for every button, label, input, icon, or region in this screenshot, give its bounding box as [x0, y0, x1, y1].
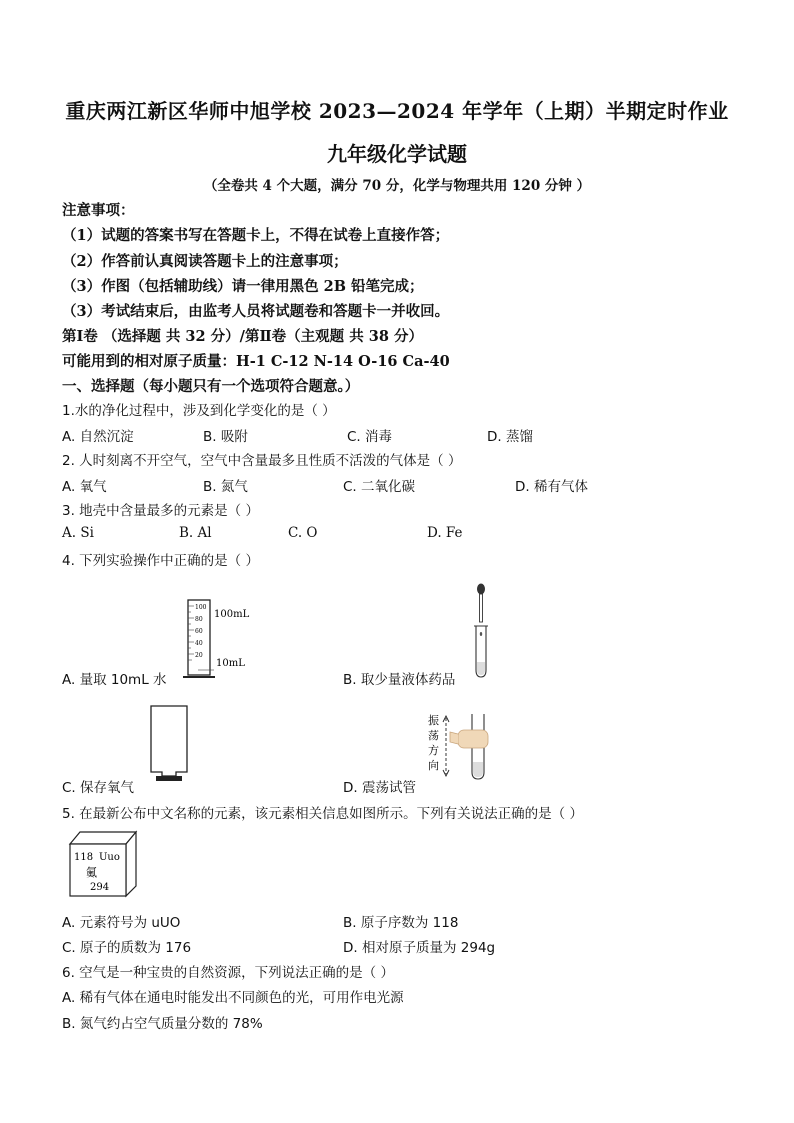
- question-stem: 3. 地壳中含量最多的元素是（ ）: [62, 503, 259, 519]
- option-a: A. Si: [62, 525, 94, 541]
- graduated-cylinder-icon: [180, 596, 260, 682]
- cylinder-top-label: 100mL: [214, 609, 250, 620]
- element-name: 鿫: [86, 866, 97, 879]
- cylinder-tick-label: 80: [195, 616, 203, 623]
- option-c: C. 原子的质数为 176: [62, 940, 192, 956]
- shake-label-char: 荡: [428, 729, 439, 742]
- shake-label-char: 方: [428, 744, 439, 757]
- option-c: C. 消毒: [347, 429, 393, 445]
- element-cube-icon: [64, 828, 140, 898]
- exam-title: 重庆两江新区华师中旭学校 2023—2024 年学年（上期）半期定时作业: [65, 99, 729, 123]
- note-item: （2）作答前认真阅读答题卡上的注意事项；: [62, 253, 348, 270]
- option-a: A. 稀有气体在通电时能发出不同颜色的光，可用作电光源: [62, 990, 404, 1006]
- exam-subtitle: 九年级化学试题: [327, 142, 467, 166]
- cylinder-bottom-label: 10mL: [216, 658, 245, 669]
- option-b: B. 氮气约占空气质量分数的 78%: [62, 1016, 263, 1032]
- shake-test-tube-icon: [428, 712, 498, 782]
- shake-label-char: 向: [428, 759, 439, 772]
- gas-bottle-icon: [146, 704, 192, 784]
- option-b: B. 吸附: [203, 429, 248, 445]
- question-stem: 4. 下列实验操作中正确的是（ ）: [62, 553, 259, 569]
- atomic-masses: 可能用到的相对原子质量：H-1 C-12 N-14 O-16 Ca-40: [62, 353, 450, 370]
- shake-label-char: 振: [428, 714, 439, 727]
- dropper-test-tube-icon: [470, 582, 494, 680]
- option-d: D. 稀有气体: [515, 479, 588, 495]
- option-a: A. 自然沉淀: [62, 429, 134, 445]
- exam-info: （全卷共 4 个大题，满分 70 分，化学与物理共用 120 分钟 ）: [203, 178, 591, 194]
- option-a: A. 元素符号为 uUO: [62, 915, 181, 931]
- cylinder-tick-label: 60: [195, 628, 203, 635]
- option-b: B. Al: [179, 525, 212, 541]
- question-stem: 1.水的净化过程中，涉及到化学变化的是（ ）: [62, 403, 336, 419]
- option-d: D. 蒸馏: [487, 429, 533, 445]
- question-stem: 5. 在最新公布中文名称的元素，该元素相关信息如图所示。下列有关说法正确的是（ ）: [62, 806, 583, 822]
- volume-info: 第Ⅰ卷 （选择题 共 32 分）/第Ⅱ卷（主观题 共 38 分）: [62, 328, 423, 345]
- option-d: D. Fe: [427, 525, 463, 541]
- option-c: C. 二氧化碳: [343, 479, 416, 495]
- option-d: D. 震荡试管: [343, 780, 416, 796]
- option-a: A. 氧气: [62, 479, 107, 495]
- cylinder-tick-label: 100: [195, 604, 207, 611]
- option-b: B. 氮气: [203, 479, 248, 495]
- note-item: （1）试题的答案书写在答题卡上，不得在试卷上直接作答；: [62, 227, 450, 244]
- element-mass: 294: [90, 882, 110, 893]
- element-symbol: Uuo: [99, 852, 120, 863]
- note-item: （3）考试结束后，由监考人员将试题卷和答题卡一并收回。: [62, 303, 450, 320]
- cylinder-tick-label: 20: [195, 652, 203, 659]
- question-stem: 6. 空气是一种宝贵的自然资源，下列说法正确的是（ ）: [62, 965, 394, 981]
- cylinder-tick-label: 40: [195, 640, 203, 647]
- note-item: （3）作图（包括辅助线）请一律用黑色 2B 铅笔完成；: [62, 278, 424, 295]
- option-c: C. O: [288, 525, 318, 541]
- option-d: D. 相对原子质量为 294g: [343, 940, 496, 956]
- option-c: C. 保存氧气: [62, 780, 135, 796]
- section-heading: 一、选择题（每小题只有一个选项符合题意。）: [62, 378, 360, 395]
- notes-heading: 注意事项：: [62, 202, 135, 219]
- option-b: B. 取少量液体药品: [343, 672, 456, 688]
- option-b: B. 原子序数为 118: [343, 915, 459, 931]
- option-a: A. 量取 10mL 水: [62, 672, 167, 688]
- element-number: 118: [74, 852, 94, 863]
- question-stem: 2. 人时刻离不开空气，空气中含量最多且性质不活泼的气体是（ ）: [62, 453, 462, 469]
